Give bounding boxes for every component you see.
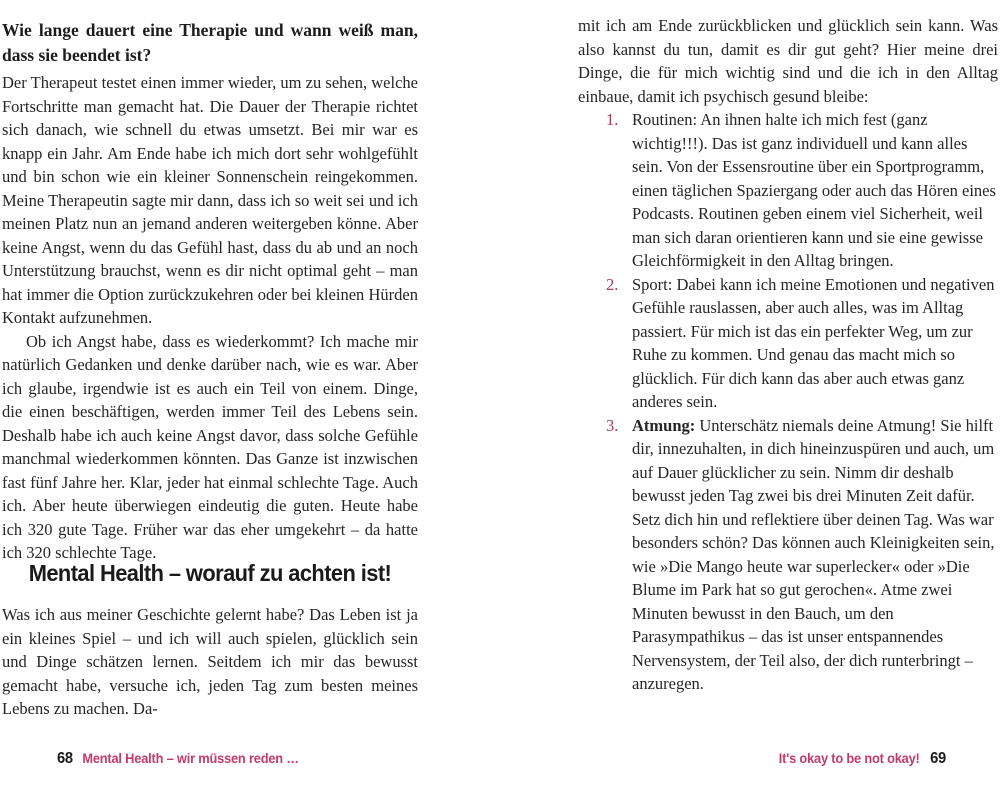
page-left — [2, 0, 418, 800]
mental-health-tips-list — [578, 108, 998, 696]
right-page-main-text — [578, 14, 998, 696]
paragraph-therapy-duration: Der Therapeut testet einen immer wieder, um zu sehen, welche Fortschritte man gemacht hat. Die Dauer der Therapie richtet sich danach, wie schnell du etwas umsetzt. Bei mir war es knapp ein Jahr. Am Ende habe ich mich dort sehr wohlgefühlt und bin schon wie ein kleiner Sonnenschein reingekommen. Meine Therapeutin sagte mir dann, dass ich so weit sei und ich meinen Platz nun an jemand anderen weitergeben könne. Aber keine Angst, wenn du das Gefühl hast, dass du ab und an noch Unterstützung brauchst, wenn es dir nicht optimal geht – man hat immer die Option zurückzukehren oder bei kleinen Hürden Kontakt aufzunehmen. — [2, 73, 418, 327]
right-page-footer — [779, 750, 946, 768]
list-number-1: 1. — [606, 110, 619, 129]
list-item-3-lead: Atmung: — [632, 415, 696, 435]
list-number-3: 3. — [606, 415, 619, 435]
list-item-routinen — [578, 108, 998, 273]
paragraph-three-things-intro: mit ich am Ende zurückblicken und glücklich sein kann. Was also kannst du tun, damit es dir gut geht? Hier meine drei Dinge, die für mich wichtig sind und die ich in den Alltag einbaue, damit ich psychisch gesund bleibe: — [578, 16, 998, 106]
list-item-sport — [578, 273, 998, 414]
left-page-section — [2, 560, 418, 721]
page-right — [578, 0, 998, 800]
page-number-right: 69 — [930, 750, 946, 767]
running-title-left: Mental Health – wir müssen reden … — [82, 751, 299, 766]
question-heading: Wie lange dauert eine Therapie und wann weiß man, dass sie beendet ist? — [2, 20, 418, 65]
page-number-left: 68 — [57, 750, 73, 767]
paragraph-lessons-learned: Was ich aus meiner Geschichte gelernt habe? Das Leben ist ja ein kleines Spiel – und ich will auch spielen, glücklich sein und Dinge schätzen lernen. Seitdem ich mir das bewusst gemacht habe, versuche ich, jeden Tag zum besten meines Lebens zu machen. Da- — [2, 605, 418, 718]
section-heading: Mental Health – worauf zu achten ist! — [28, 560, 392, 586]
left-page-main-text — [2, 18, 418, 565]
list-item-atmung — [578, 414, 998, 696]
left-page-footer — [57, 750, 299, 768]
list-number-2: 2. — [606, 274, 619, 294]
paragraph-fear-of-relapse: Ob ich Angst habe, dass es wiederkommt? Ich mache mir natürlich Gedanken und denke darüber nach, wie es war. Aber ich glaube, irgendwie ist es auch ein Teil von einem. Dinge, die einen beschäftigen, werden immer Teil des Lebens sein. Deshalb habe ich auch keine Angst davor, dass solche Gefühle manchmal wiederkommen könnten. Das Ganze ist inzwischen fast fünf Jahre her. Klar, jeder hat einmal schlechte Tage. Auch ich. Aber heute überwiegen eindeutig die guten. Heute habe ich 320 gute Tage. Früher war das eher umgekehrt – da hatte ich 320 schlechte Tage. — [2, 331, 418, 562]
list-item-2-text: Sport: Dabei kann ich meine Emotionen und negativen Gefühle rauslassen, aber auch alles, was im Alltag passiert. Für mich ist das ein perfekter Weg, um zur Ruhe zu kommen. Und genau das macht mich so glücklich. Für dich kann das aber auch etwas ganz anderes sein. — [632, 274, 995, 411]
list-item-1-text: Routinen: An ihnen halte ich mich fest (ganz wichtig!!!). Das ist ganz individuell und kann alles sein. Von der Essensroutine über ein Sportprogramm, einen täglichen Spaziergang oder auch das Hören eines Podcasts. Routinen geben einem viel Sicherheit, weil man sich daran orientieren kann und sie eine gewisse Gleichförmigkeit in den Alltag bringen. — [632, 110, 996, 270]
running-title-right: It's okay to be not okay! — [778, 751, 920, 766]
list-item-3-text: Unterschätz niemals deine Atmung! Sie hilft dir, innezuhalten, in dich hineinzuspüren und auch, um auf Dauer glücklicher zu sein. Nimm dir deshalb bewusst jeden Tag zwei bis drei Minuten Zeit dafür. Setz dich hin und reflektiere über deinen Tag. Was war besonders schön? Das können auch Kleinigkeiten sein, wie »Die Mango heute war superlecker« oder »Die Blume im Park hat so gut gerochen«. Atme zwei Minuten bewusst in den Bauch, um den Parasympathikus – das ist unser entspannendes Nervensystem, der Teil also, der dich runterbringt – anzuregen. — [632, 415, 995, 693]
